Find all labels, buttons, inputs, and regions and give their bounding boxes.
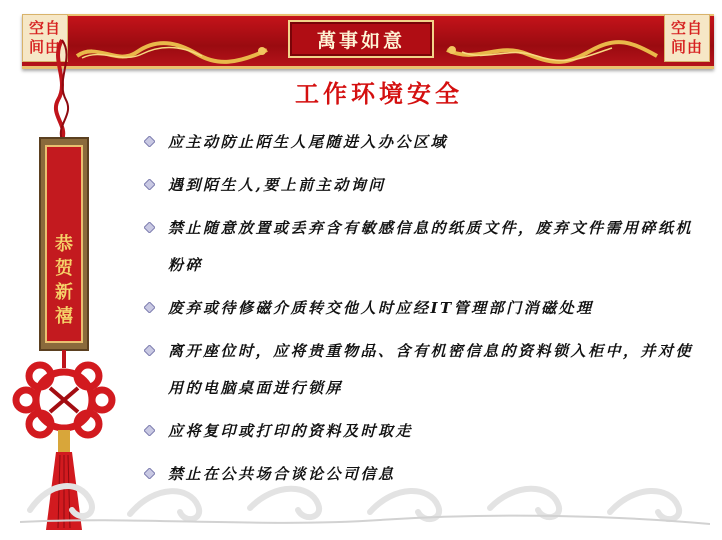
bullet-text: 禁止随意放置或丢弃含有敏感信息的纸质文件，废弃文件需用碎纸机粉碎 xyxy=(168,219,694,274)
bullet-text: 禁止在公共场合谈论公司信息 xyxy=(168,465,396,483)
diamond-bullet-icon xyxy=(144,222,155,233)
diamond-bullet-icon xyxy=(144,302,155,313)
corner-char: 由 xyxy=(687,38,704,56)
tag-char: 恭 xyxy=(55,234,73,255)
tag-char: 新 xyxy=(55,282,73,303)
page-title: 工作环境安全 xyxy=(295,79,463,108)
list-item xyxy=(140,290,700,327)
corner-char: 空 xyxy=(28,19,45,37)
list-item xyxy=(140,167,700,204)
diamond-bullet-icon xyxy=(144,345,155,356)
list-item xyxy=(140,124,700,161)
diamond-bullet-icon xyxy=(144,179,155,190)
bullet-text: 离开座位时，应将贵重物品、含有机密信息的资料锁入柜中，并对使用的电脑桌面进行锁屏 xyxy=(168,342,694,397)
corner-char: 自 xyxy=(45,19,62,37)
bullet-text: 应主动防止陌生人尾随进入办公区域 xyxy=(168,133,449,151)
list-item xyxy=(140,210,700,284)
tag-char: 禧 xyxy=(55,306,73,327)
bullet-text: 遇到陌生人,要上前主动询问 xyxy=(168,176,386,194)
corner-badge-right xyxy=(664,14,710,62)
diamond-bullet-icon xyxy=(144,425,155,436)
banner-title: 萬事如意 xyxy=(288,20,434,58)
list-item xyxy=(140,333,700,407)
corner-char: 空 xyxy=(670,19,687,37)
diamond-bullet-icon xyxy=(144,136,155,147)
corner-char: 由 xyxy=(45,38,62,56)
bullet-list xyxy=(140,124,700,499)
corner-char: 间 xyxy=(28,38,45,56)
bullet-text: 废弃或待修磁介质转交他人时应经IT管理部门消磁处理 xyxy=(168,299,594,317)
bullet-text: 应将复印或打印的资料及时取走 xyxy=(168,422,414,440)
corner-char: 自 xyxy=(687,19,704,37)
tag-char: 贺 xyxy=(55,258,73,279)
cloud-swirl-decoration xyxy=(20,470,710,530)
corner-char: 间 xyxy=(670,38,687,56)
list-item xyxy=(140,413,700,450)
dragon-decoration-right xyxy=(442,38,662,68)
